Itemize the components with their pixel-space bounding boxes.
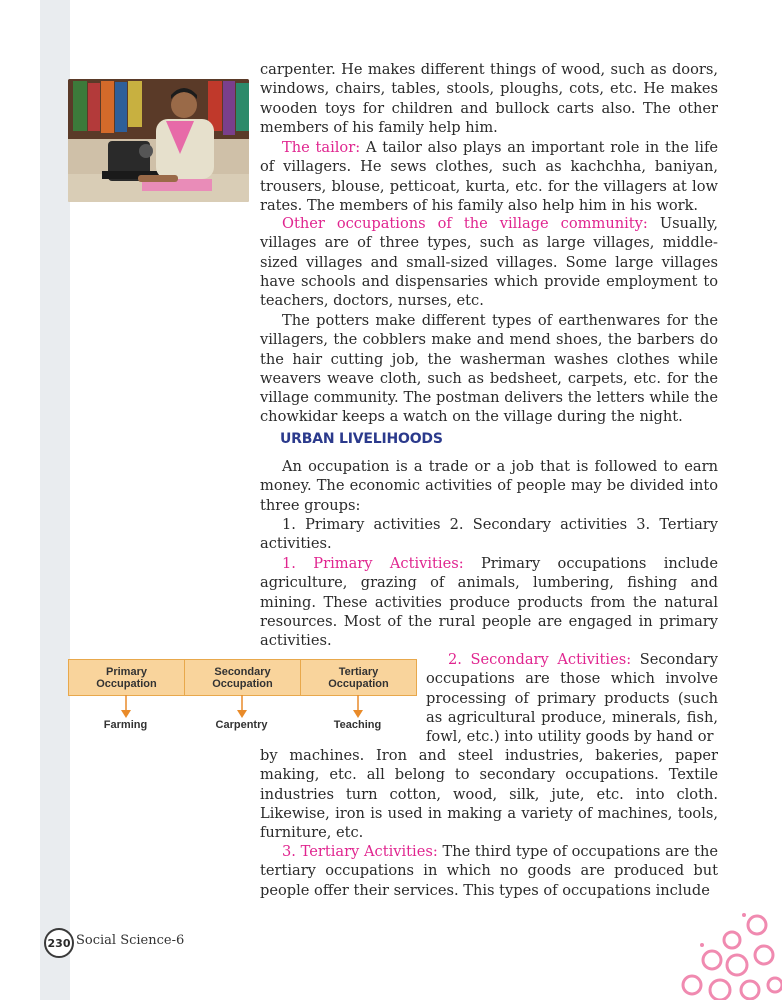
primary-label: 1. Primary Activities: (282, 555, 464, 572)
section-heading: URBAN LIVELIHOODS (280, 431, 443, 447)
potters-paragraph: The potters make different types of earthenwares for the villagers, the cobblers make and mend shoes, the barbers do the hair cutting job, the washerman washes clothes while weavers weave cloth, such as bedsheet, carpets, etc. for the village community. The postman delivers the letters while the chowkidar keeps a watch on the village during the night. (260, 312, 718, 426)
secondary-text-1: Secondary occupations are those which involve processing of primary products (such as agricultural produce, minerals, fish, fowl, etc.) into utility goods by hand or (426, 651, 718, 746)
tailor-text: A tailor also plays an important role in the life of villagers. He sews clothes, such as kachchha, baniyan, trousers, blouse, petticoat, kurta, etc. for the villagers at low rates. The members of his family also help him in his work. (260, 139, 718, 214)
carpenter-paragraph: carpenter. He makes different things of wood, such as doors, windows, chairs, tables, stools, ploughs, cots, etc. He makes wooden toys for children and bullock carts also. The other members of his family help him. (260, 61, 718, 136)
down-arrow-icon (120, 695, 132, 719)
flow-box-tertiary (300, 659, 417, 696)
tertiary-label: 3. Tertiary Activities: (282, 843, 438, 860)
primary-paragraph (260, 554, 718, 650)
other-occupations-paragraph (260, 214, 718, 310)
flow-box-tertiary-label: Tertiary Occupation (328, 665, 389, 690)
secondary-paragraph-part2: by machines. Iron and steel industries, bakeries, paper making, etc. all belong to secondary occupations. Textile industries turn cotton, wood, silk, jute, etc. into cloth. Likewise, iron is used in making a variety of machines, tools, furniture, etc. (260, 747, 718, 842)
other-occupations-label: Other occupations of the village community: (282, 215, 648, 232)
flow-example-teaching: Teaching (333, 719, 382, 731)
activities-list: 1. Primary activities 2. Secondary activities 3. Tertiary activities. (260, 516, 718, 553)
tailor-at-sewing-machine-photo (68, 79, 249, 202)
tailor-label: The tailor: (282, 139, 361, 156)
primary-text: Primary occupations include agriculture, grazing of animals, lumbering, fishing and mining. These activities produce products from the natural resources. Most of the rural people are engaged in primary activities. (260, 555, 718, 650)
page-number-badge (44, 928, 74, 958)
secondary-label: 2. Secondary Activities: (448, 651, 632, 668)
tailor-photo (68, 79, 249, 202)
flow-box-primary-label: Primary Occupation (96, 665, 157, 690)
down-arrow-icon (236, 695, 248, 719)
tertiary-text: The third type of occupations are the tertiary occupations in which no goods are produced but people offer their services. This types of occupations include (260, 843, 718, 899)
page-number: 230 (47, 936, 71, 950)
other-occupations-text: Usually, villages are of three types, such as large villages, middle-sized villages and small-sized villages. Some large villages have schools and dispensaries which provide employment to teachers, doctors, nurses, etc. (260, 215, 718, 310)
tertiary-paragraph (260, 842, 718, 900)
tailor-paragraph (260, 138, 718, 215)
secondary-paragraph-part1 (426, 650, 718, 746)
decorative-circles-icon (672, 905, 782, 1000)
flow-example-farming: Farming (103, 719, 148, 731)
flow-example-carpentry: Carpentry (215, 719, 268, 731)
flow-box-primary (68, 659, 185, 696)
urban-intro-paragraph: An occupation is a trade or a job that is followed to earn money. The economic activities of people may be divided into three groups: (260, 458, 718, 514)
down-arrow-icon (352, 695, 364, 719)
side-strip (40, 0, 70, 1000)
flow-box-secondary-label: Secondary Occupation (212, 665, 273, 690)
flow-box-secondary (184, 659, 301, 696)
book-title: Social Science-6 (76, 933, 185, 948)
